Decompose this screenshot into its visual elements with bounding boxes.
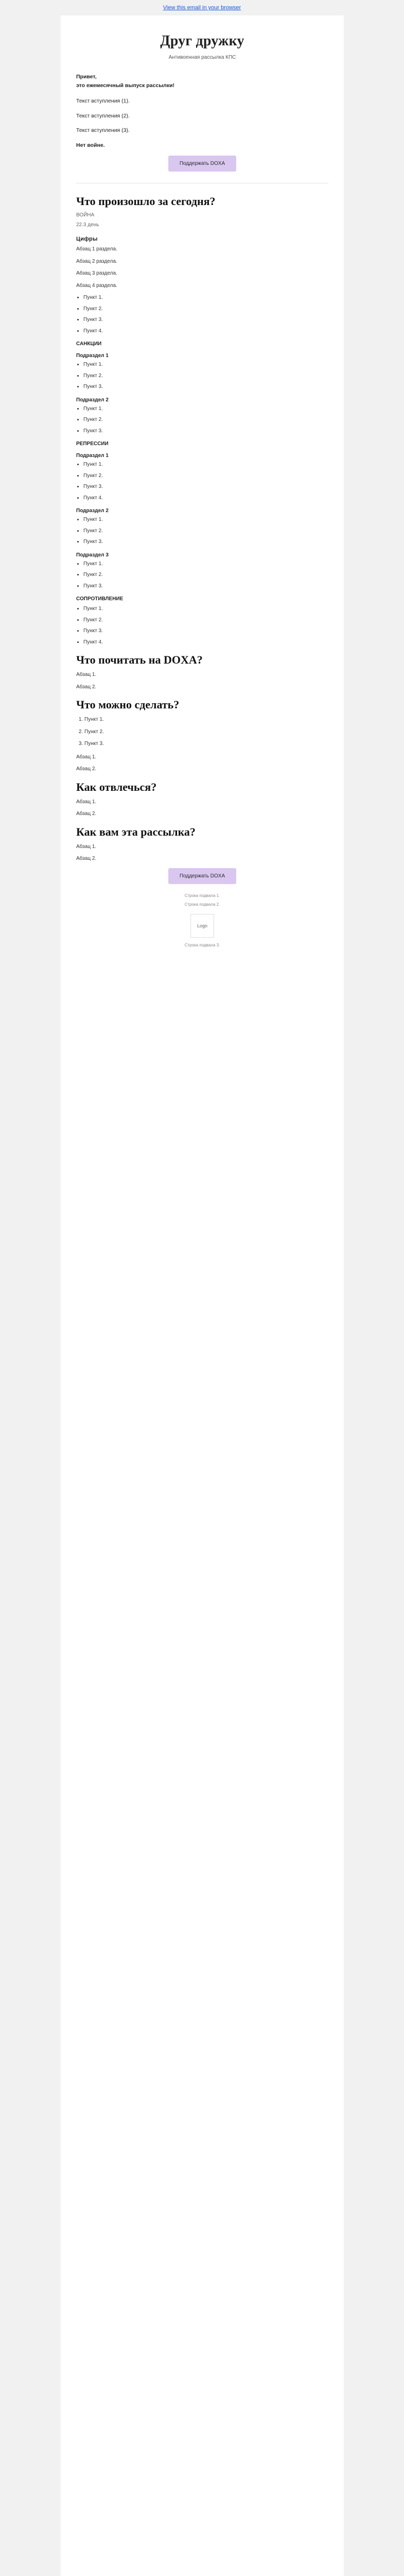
list-item: • Пункт 1. bbox=[83, 605, 328, 613]
feedback-paragraph-2: Абзац 2. bbox=[76, 856, 97, 862]
list-item: • Пункт 3. bbox=[83, 538, 328, 546]
what-happened-lead-2: Абзац 2 раздела. bbox=[76, 258, 117, 264]
what-happened-title: Что произошло за сегодня? bbox=[76, 195, 216, 208]
list-item: 2. Пункт 2. bbox=[84, 728, 328, 736]
list-item: • Пункт 4. bbox=[83, 327, 328, 335]
repression-list-2 bbox=[76, 516, 328, 546]
what-happened-lead-3: Абзац 3 раздела. bbox=[76, 270, 117, 277]
do-list bbox=[76, 716, 328, 748]
read-title: Что почитать на DOXA? bbox=[76, 653, 203, 667]
list-item: • Пункт 3. bbox=[83, 627, 328, 635]
list-item: • Пункт 1. bbox=[83, 516, 328, 524]
sanctions-kicker-2: Подраздел 2 bbox=[76, 397, 109, 403]
relax-paragraph-2: Абзац 2. bbox=[76, 811, 97, 817]
sanctions-list-1 bbox=[76, 361, 328, 391]
what-happened-lead-4: Абзац 4 раздела. bbox=[76, 282, 117, 289]
repression-kicker-2: Подраздел 2 bbox=[76, 508, 109, 514]
repression-kicker-3: Подраздел 3 bbox=[76, 552, 109, 558]
list-item: • Пункт 4. bbox=[83, 494, 328, 502]
repression-list-1 bbox=[76, 461, 328, 502]
newsletter-title: Друг дружку bbox=[160, 33, 244, 49]
list-item: • Пункт 1. bbox=[83, 294, 328, 302]
unsubscribe-text: Строка подвала 3. bbox=[184, 942, 220, 947]
what-happened-date: 22.3 день bbox=[76, 222, 99, 228]
view-in-browser-link[interactable]: View this email in your browser bbox=[163, 5, 241, 11]
brand-header bbox=[76, 33, 328, 60]
list-item: • Пункт 1. bbox=[83, 461, 328, 469]
list-item: • Пункт 4. bbox=[83, 638, 328, 647]
relax-paragraph-1: Абзац 1. bbox=[76, 799, 97, 805]
topbar bbox=[0, 0, 404, 15]
list-item: 3. Пункт 3. bbox=[84, 740, 328, 748]
do-title: Что можно сделать? bbox=[76, 698, 180, 711]
what-happened-bullets bbox=[76, 294, 328, 335]
footer-logo-row bbox=[76, 914, 328, 938]
logo-text: Logo bbox=[197, 923, 208, 928]
list-item: • Пункт 2. bbox=[83, 571, 328, 579]
do-paragraph-1: Абзац 1. bbox=[76, 754, 97, 760]
intro-paragraph-3: Текст вступления (3). bbox=[76, 127, 130, 134]
footer-line-2: Строка подвала 2. bbox=[184, 902, 220, 907]
cta-2-wrapper bbox=[76, 868, 328, 884]
newsletter-subtitle: Антивоенная рассылка КПС bbox=[168, 55, 236, 60]
list-item: • Пункт 1. bbox=[83, 560, 328, 568]
relax-title: Как отвлечься? bbox=[76, 780, 157, 793]
intro-paragraph-2: Текст вступления (2). bbox=[76, 112, 130, 119]
footer bbox=[76, 893, 328, 947]
read-paragraph-1: Абзац 1. bbox=[76, 672, 97, 678]
do-paragraph-2: Абзац 2. bbox=[76, 766, 97, 772]
intro-paragraph-1: Текст вступления (1). bbox=[76, 98, 130, 105]
list-item: • Пункт 2. bbox=[83, 527, 328, 535]
list-item: • Пункт 2. bbox=[83, 305, 328, 313]
sanctions-list-2 bbox=[76, 405, 328, 435]
resistance-label: СОПРОТИВЛЕНИЕ bbox=[76, 596, 124, 602]
feedback-title: Как вам эта рассылка? bbox=[76, 825, 196, 838]
repression-kicker-1: Подраздел 1 bbox=[76, 453, 109, 459]
list-item: • Пункт 2. bbox=[83, 416, 328, 424]
support-doxa-button[interactable]: Поддержать DOXA bbox=[168, 156, 236, 172]
what-happened-lead-1: Абзац 1 раздела. bbox=[76, 246, 117, 252]
list-item: • Пункт 1. bbox=[83, 405, 328, 413]
greeting-line-2: это ежемесячный выпуск рассылки! bbox=[76, 82, 175, 89]
greeting-line-1: Привет, bbox=[76, 74, 97, 80]
support-doxa-button-bottom[interactable]: Поддержать DOXA bbox=[168, 868, 236, 884]
read-paragraph-2: Абзац 2. bbox=[76, 684, 97, 690]
list-item: • Пункт 3. bbox=[83, 427, 328, 435]
list-item: • Пункт 3. bbox=[83, 483, 328, 491]
email-card bbox=[61, 15, 344, 2576]
repression-list-3 bbox=[76, 560, 328, 590]
list-item: 1. Пункт 1. bbox=[84, 716, 328, 724]
feedback-paragraph-1: Абзац 1. bbox=[76, 843, 97, 850]
list-item: • Пункт 3. bbox=[83, 316, 328, 324]
list-item: • Пункт 3. bbox=[83, 383, 328, 391]
what-happened-subtitle: ВОЙНА bbox=[76, 212, 95, 218]
list-item: • Пункт 2. bbox=[83, 472, 328, 480]
intro-notice: Нет войне. bbox=[76, 142, 105, 148]
sanctions-label: САНКЦИИ bbox=[76, 341, 102, 347]
footer-line-1: Строка подвала 1. bbox=[184, 893, 220, 898]
repression-label: РЕПРЕССИИ bbox=[76, 441, 109, 447]
list-item: • Пункт 2. bbox=[83, 616, 328, 624]
list-item: • Пункт 1. bbox=[83, 361, 328, 369]
resistance-list bbox=[76, 605, 328, 646]
cta-1-wrapper bbox=[76, 156, 328, 172]
greeting bbox=[76, 73, 328, 90]
list-item: • Пункт 2. bbox=[83, 372, 328, 380]
list-item: • Пункт 3. bbox=[83, 582, 328, 590]
what-happened-subhead: Цифры bbox=[76, 236, 98, 243]
sanctions-kicker-1: Подраздел 1 bbox=[76, 353, 109, 359]
logo bbox=[190, 914, 214, 938]
